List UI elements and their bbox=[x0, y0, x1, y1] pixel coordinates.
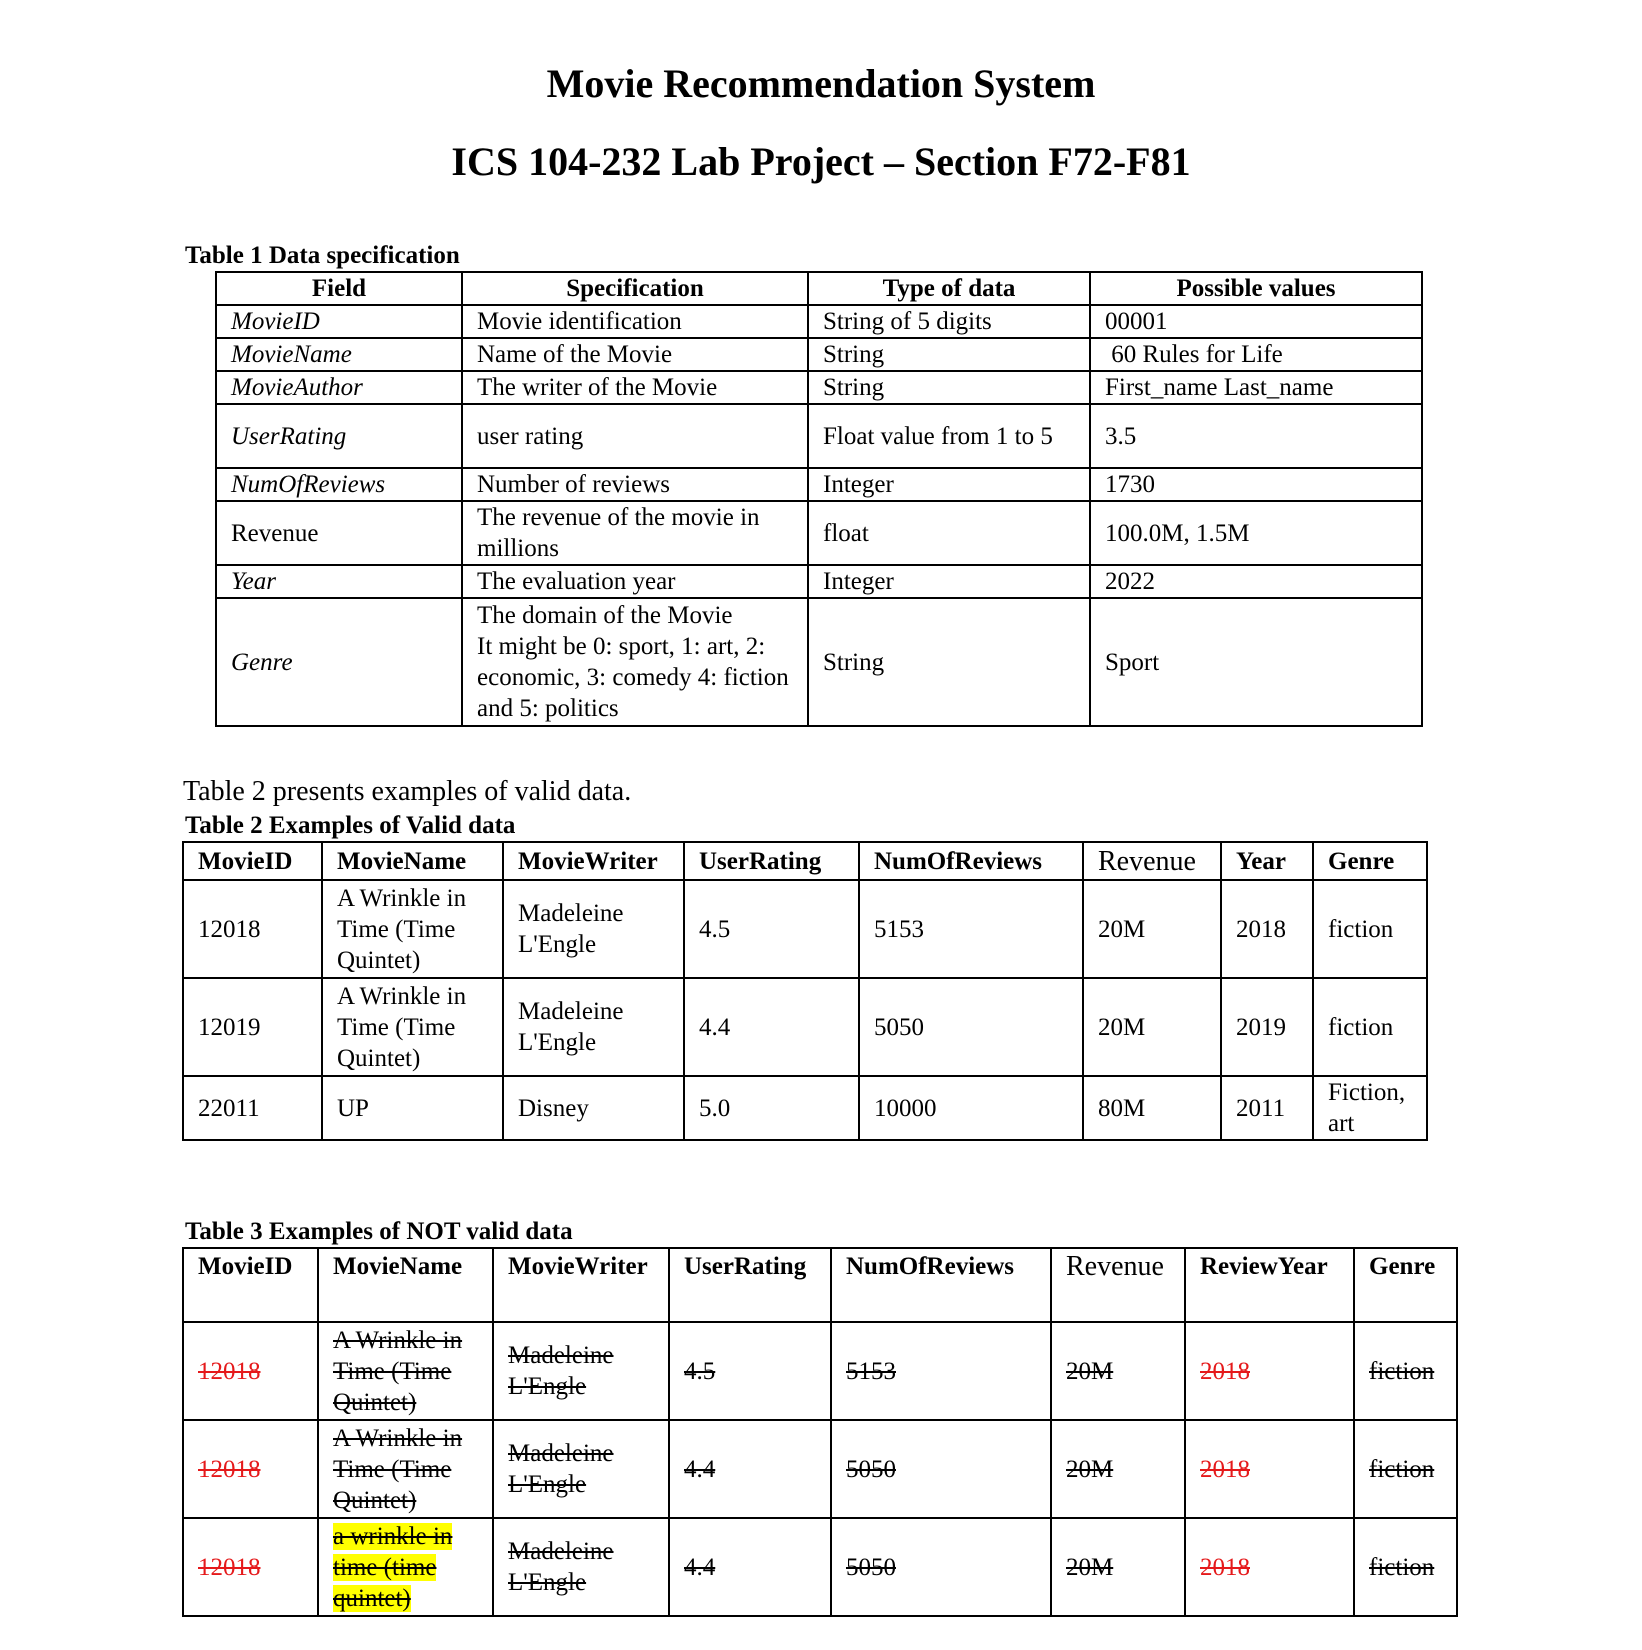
cell: Madeleine L'Engle bbox=[493, 1518, 669, 1616]
cell: 5153 bbox=[859, 880, 1083, 978]
type-cell: String of 5 digits bbox=[808, 305, 1090, 338]
table-row bbox=[183, 1518, 1457, 1616]
cell: 4.4 bbox=[669, 1518, 831, 1616]
cell: fiction bbox=[1354, 1322, 1457, 1420]
cell: 2011 bbox=[1221, 1076, 1313, 1140]
cell: 12018 bbox=[183, 880, 322, 978]
cell: 10000 bbox=[859, 1076, 1083, 1140]
column-header: MovieWriter bbox=[503, 842, 684, 880]
cell: 5050 bbox=[859, 978, 1083, 1076]
column-header: Revenue bbox=[1083, 842, 1221, 880]
document-subtitle: ICS 104-232 Lab Project – Section F72-F81 bbox=[451, 139, 1191, 184]
field-name: Year bbox=[216, 565, 462, 598]
cell: fiction bbox=[1313, 880, 1427, 978]
column-header: Genre bbox=[1354, 1248, 1457, 1322]
cell: 2019 bbox=[1221, 978, 1313, 1076]
table-row bbox=[216, 404, 1422, 468]
specification-cell: Movie identification bbox=[462, 305, 808, 338]
possible-values-cell: 100.0M, 1.5M bbox=[1090, 501, 1422, 565]
column-header: NumOfReviews bbox=[859, 842, 1083, 880]
cell: fiction bbox=[1354, 1518, 1457, 1616]
column-header: MovieWriter bbox=[493, 1248, 669, 1322]
table2-caption: Table 2 Examples of Valid data bbox=[185, 812, 516, 839]
table-header-row bbox=[183, 842, 1427, 880]
intro-text: Table 2 presents examples of valid data. bbox=[183, 776, 632, 807]
field-name: UserRating bbox=[216, 404, 462, 468]
invalid-id-cell: 12018 bbox=[183, 1518, 318, 1616]
field-name: MovieID bbox=[216, 305, 462, 338]
specification-cell: The revenue of the movie in millions bbox=[462, 501, 808, 565]
document-title: Movie Recommendation System bbox=[546, 61, 1096, 106]
field-name: Genre bbox=[216, 598, 462, 726]
possible-values-cell: 3.5 bbox=[1090, 404, 1422, 468]
table-header-row bbox=[216, 272, 1422, 305]
column-header: Possible values bbox=[1090, 272, 1422, 305]
invalid-year-cell: 2018 bbox=[1185, 1518, 1354, 1616]
cell: 2018 bbox=[1221, 880, 1313, 978]
field-name: NumOfReviews bbox=[216, 468, 462, 501]
column-header: Field bbox=[216, 272, 462, 305]
cell: 20M bbox=[1083, 880, 1221, 978]
cell: Madeleine L'Engle bbox=[493, 1420, 669, 1518]
possible-values-cell: 60 Rules for Life bbox=[1090, 338, 1422, 371]
invalid-id-cell: 12018 bbox=[183, 1420, 318, 1518]
cell bbox=[318, 1518, 493, 1616]
specification-cell: The evaluation year bbox=[462, 565, 808, 598]
invalid-data-table bbox=[182, 1247, 1458, 1617]
cell: 20M bbox=[1051, 1518, 1185, 1616]
invalid-year-cell: 2018 bbox=[1185, 1420, 1354, 1518]
field-name: Revenue bbox=[216, 501, 462, 565]
table-row bbox=[183, 880, 1427, 978]
cell: Madeleine L'Engle bbox=[503, 880, 684, 978]
cell: 4.4 bbox=[669, 1420, 831, 1518]
column-header: UserRating bbox=[684, 842, 859, 880]
cell: 5050 bbox=[831, 1518, 1051, 1616]
cell: fiction bbox=[1313, 978, 1427, 1076]
table-row bbox=[216, 565, 1422, 598]
type-cell: String bbox=[808, 338, 1090, 371]
cell: Madeleine L'Engle bbox=[493, 1322, 669, 1420]
specification-cell: user rating bbox=[462, 404, 808, 468]
cell: 12019 bbox=[183, 978, 322, 1076]
possible-values-cell: 1730 bbox=[1090, 468, 1422, 501]
type-cell: float bbox=[808, 501, 1090, 565]
possible-values-cell: 2022 bbox=[1090, 565, 1422, 598]
cell: UP bbox=[322, 1076, 503, 1140]
cell: 5.0 bbox=[684, 1076, 859, 1140]
column-header: MovieName bbox=[318, 1248, 493, 1322]
table1-caption: Table 1 Data specification bbox=[185, 242, 460, 269]
data-specification-table bbox=[215, 271, 1423, 727]
column-header: Type of data bbox=[808, 272, 1090, 305]
cell: 80M bbox=[1083, 1076, 1221, 1140]
cell: 5153 bbox=[831, 1322, 1051, 1420]
table-row bbox=[216, 305, 1422, 338]
table-header-row bbox=[183, 1248, 1457, 1322]
type-cell: String bbox=[808, 598, 1090, 726]
cell: A Wrinkle in Time (Time Quintet) bbox=[318, 1322, 493, 1420]
invalid-id-cell: 12018 bbox=[183, 1322, 318, 1420]
cell: 20M bbox=[1051, 1322, 1185, 1420]
cell: 4.5 bbox=[669, 1322, 831, 1420]
column-header: Year bbox=[1221, 842, 1313, 880]
column-header: Revenue bbox=[1051, 1248, 1185, 1322]
table-row bbox=[183, 1322, 1457, 1420]
column-header: Specification bbox=[462, 272, 808, 305]
specification-cell: Number of reviews bbox=[462, 468, 808, 501]
column-header: NumOfReviews bbox=[831, 1248, 1051, 1322]
possible-values-cell: Sport bbox=[1090, 598, 1422, 726]
cell: 20M bbox=[1083, 978, 1221, 1076]
table3-caption: Table 3 Examples of NOT valid data bbox=[185, 1218, 573, 1245]
table-row bbox=[216, 598, 1422, 726]
type-cell: String bbox=[808, 371, 1090, 404]
table-row bbox=[183, 1076, 1427, 1140]
type-cell: Integer bbox=[808, 468, 1090, 501]
column-header: MovieID bbox=[183, 842, 322, 880]
cell: Disney bbox=[503, 1076, 684, 1140]
column-header: UserRating bbox=[669, 1248, 831, 1322]
cell: fiction bbox=[1354, 1420, 1457, 1518]
table-row bbox=[183, 978, 1427, 1076]
cell: 20M bbox=[1051, 1420, 1185, 1518]
invalid-year-cell: 2018 bbox=[1185, 1322, 1354, 1420]
table-row bbox=[216, 468, 1422, 501]
specification-cell: The writer of the Movie bbox=[462, 371, 808, 404]
column-header: MovieName bbox=[322, 842, 503, 880]
type-cell: Float value from 1 to 5 bbox=[808, 404, 1090, 468]
valid-data-table bbox=[182, 841, 1428, 1141]
specification-cell: Name of the Movie bbox=[462, 338, 808, 371]
table-row bbox=[183, 1420, 1457, 1518]
possible-values-cell: 00001 bbox=[1090, 305, 1422, 338]
cell: 5050 bbox=[831, 1420, 1051, 1518]
cell: 4.5 bbox=[684, 880, 859, 978]
table-row bbox=[216, 338, 1422, 371]
table-row bbox=[216, 501, 1422, 565]
cell: 22011 bbox=[183, 1076, 322, 1140]
possible-values-cell: First_name Last_name bbox=[1090, 371, 1422, 404]
cell: A Wrinkle in Time (Time Quintet) bbox=[322, 880, 503, 978]
cell: 4.4 bbox=[684, 978, 859, 1076]
cell: A Wrinkle in Time (Time Quintet) bbox=[318, 1420, 493, 1518]
field-name: MovieAuthor bbox=[216, 371, 462, 404]
specification-cell: The domain of the Movie It might be 0: sport, 1: art, 2: economic, 3: comedy 4: fiction and 5: politics bbox=[462, 598, 808, 726]
cell: A Wrinkle in Time (Time Quintet) bbox=[322, 978, 503, 1076]
highlighted-text: a wrinkle in time (time quintet) bbox=[333, 1522, 453, 1612]
column-header: Genre bbox=[1313, 842, 1427, 880]
column-header: MovieID bbox=[183, 1248, 318, 1322]
column-header: ReviewYear bbox=[1185, 1248, 1354, 1322]
table-row bbox=[216, 371, 1422, 404]
cell: Fiction, art bbox=[1313, 1076, 1427, 1140]
cell: Madeleine L'Engle bbox=[503, 978, 684, 1076]
field-name: MovieName bbox=[216, 338, 462, 371]
type-cell: Integer bbox=[808, 565, 1090, 598]
